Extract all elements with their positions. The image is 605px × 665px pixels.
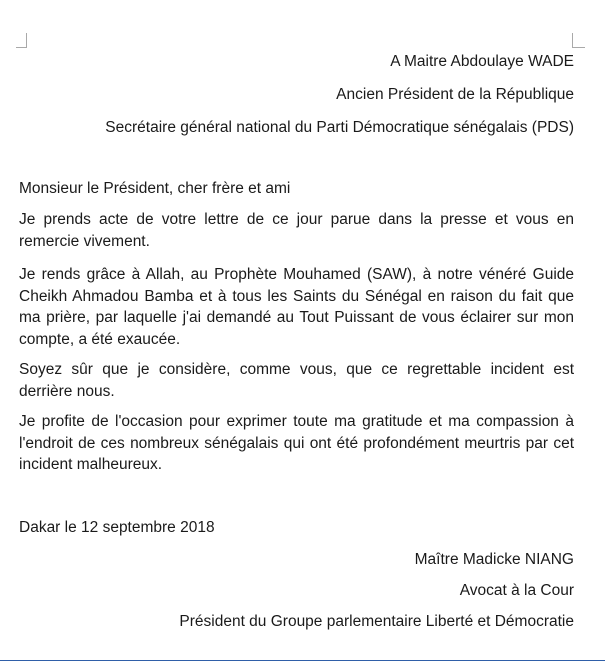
dateline: Dakar le 12 septembre 2018	[19, 519, 215, 536]
recipient-line-3: Secrétaire général national du Parti Démocratique sénégalais (PDS)	[105, 119, 574, 136]
bottom-divider	[0, 660, 605, 661]
signature-role: Président du Groupe parlementaire Liberté et Démocratie	[179, 613, 574, 630]
recipient-line-1: A Maitre Abdoulaye WADE	[390, 53, 574, 70]
signature-title: Avocat à la Cour	[459, 582, 574, 599]
crop-mark-top-left	[16, 33, 27, 48]
salutation: Monsieur le Président, cher frère et ami	[19, 180, 291, 197]
paragraph-1: Je prends acte de votre lettre de ce jour parue dans la presse et vous en remercie vivement.	[19, 211, 574, 250]
paragraph-2: Je rends grâce à Allah, au Prophète Mouhamed (SAW), à notre vénéré Guide Cheikh Ahmadou Bamba et à tous les Saints du Sénégal en raison du fait que ma prière, par laquelle j'ai demandé au Tout Puissant de vous éclairer sur mon compte, a été exaucée.	[19, 266, 574, 348]
crop-mark-top-right	[572, 33, 585, 48]
signature-name: Maître Madicke NIANG	[414, 551, 574, 568]
recipient-line-2: Ancien Président de la République	[336, 86, 574, 103]
paragraph-4: Je profite de l'occasion pour exprimer toute ma gratitude et ma compassion à l'endroit de ces nombreux sénégalais qui ont été profondément meurtris par cet incident malheureux.	[19, 413, 574, 473]
paragraph-3: Soyez sûr que je considère, comme vous, que ce regrettable incident est derrière nous.	[19, 361, 574, 400]
